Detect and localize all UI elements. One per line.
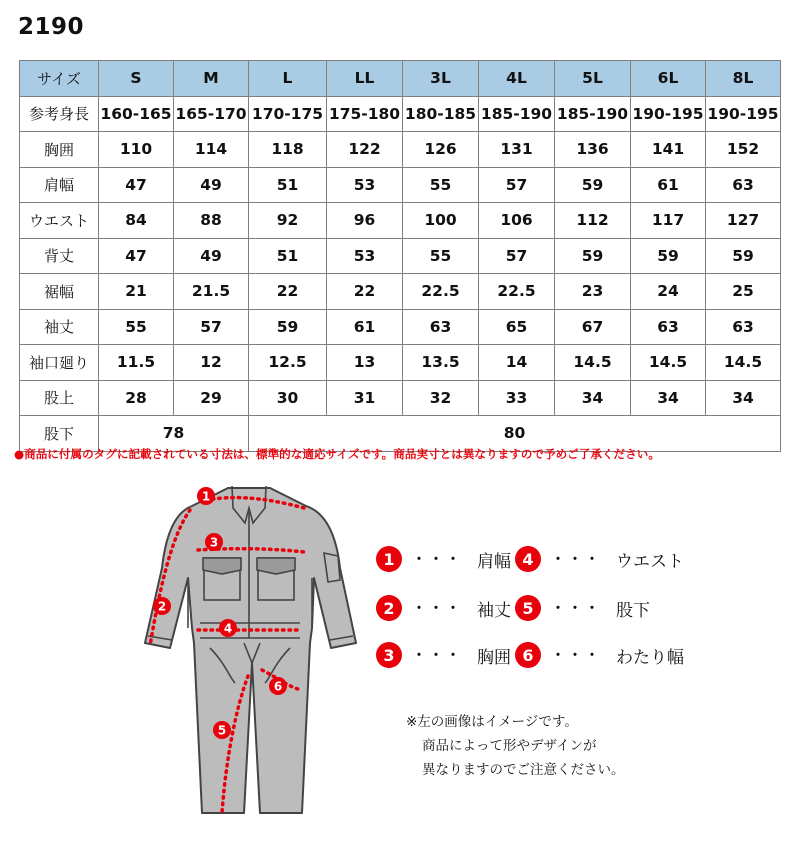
- row-label: 胸囲: [20, 132, 99, 168]
- table-cell: 141: [631, 132, 706, 168]
- table-cell: 22.5: [479, 274, 555, 310]
- inseam-large-value: 80: [249, 416, 781, 452]
- table-cell: 118: [249, 132, 327, 168]
- table-cell: 185-190: [555, 96, 631, 132]
- table-cell: 13.5: [403, 345, 479, 381]
- legend-label-5: 股下: [616, 600, 650, 621]
- row-label: 背丈: [20, 238, 99, 274]
- table-cell: 61: [631, 167, 706, 203]
- legend-item-5: [515, 595, 650, 621]
- table-cell: 57: [174, 309, 249, 345]
- table-cell: 14.5: [555, 345, 631, 381]
- row-label: 裾幅: [20, 274, 99, 310]
- table-cell: 63: [403, 309, 479, 345]
- marker-5: 5: [217, 723, 227, 738]
- size-col-4l: 4L: [479, 61, 555, 97]
- table-cell: 65: [479, 309, 555, 345]
- table-cell: 22: [327, 274, 403, 310]
- inseam-small-value: 78: [99, 416, 249, 452]
- table-cell: 23: [555, 274, 631, 310]
- table-cell: 12.5: [249, 345, 327, 381]
- table-cell: 114: [174, 132, 249, 168]
- size-col-s: S: [99, 61, 174, 97]
- table-cell: 49: [174, 167, 249, 203]
- size-col-3l: 3L: [403, 61, 479, 97]
- table-cell: 112: [555, 203, 631, 239]
- coverall-body: [145, 488, 356, 813]
- table-cell: 29: [174, 380, 249, 416]
- legend-dots-4: ・・・: [551, 552, 602, 568]
- row-label: 袖口廻り: [20, 345, 99, 381]
- legend-num-1: 1: [376, 546, 402, 572]
- table-cell: 13: [327, 345, 403, 381]
- table-row: [20, 309, 781, 345]
- table-cell: 63: [631, 309, 706, 345]
- size-header-row: [20, 61, 781, 97]
- table-cell: 53: [327, 238, 403, 274]
- table-cell: 175-180: [327, 96, 403, 132]
- table-cell: 11.5: [99, 345, 174, 381]
- table-cell: 49: [174, 238, 249, 274]
- table-cell: 33: [479, 380, 555, 416]
- table-cell: 34: [555, 380, 631, 416]
- table-cell: 100: [403, 203, 479, 239]
- remark-line-2: 商品によって形やデザインが: [422, 738, 597, 754]
- legend-dots-1: ・・・: [412, 552, 463, 568]
- table-cell: 110: [99, 132, 174, 168]
- size-table-body: [20, 61, 781, 452]
- legend-item-4: [515, 546, 684, 572]
- table-cell: 106: [479, 203, 555, 239]
- legend-item-3: [376, 642, 511, 668]
- table-row: [20, 167, 781, 203]
- table-cell: 152: [706, 132, 781, 168]
- table-cell: 32: [403, 380, 479, 416]
- size-table: [19, 60, 781, 452]
- legend-num-6: 6: [515, 642, 541, 668]
- table-cell: 34: [631, 380, 706, 416]
- coverall-diagram: [140, 478, 380, 843]
- image-remark: [406, 710, 625, 782]
- table-row: [20, 380, 781, 416]
- table-cell: 57: [479, 167, 555, 203]
- table-cell: 61: [327, 309, 403, 345]
- remark-line-1: ※左の画像はイメージです。: [406, 714, 578, 730]
- table-cell: 59: [555, 238, 631, 274]
- table-cell: 185-190: [479, 96, 555, 132]
- table-cell: 160-165: [99, 96, 174, 132]
- table-cell: 51: [249, 167, 327, 203]
- table-row: [20, 274, 781, 310]
- legend-num-2: 2: [376, 595, 402, 621]
- table-cell: 47: [99, 167, 174, 203]
- table-cell: 190-195: [631, 96, 706, 132]
- size-col-8l: 8L: [706, 61, 781, 97]
- table-cell: 122: [327, 132, 403, 168]
- table-cell: 59: [631, 238, 706, 274]
- row-label: 股下: [20, 416, 99, 452]
- table-cell: 136: [555, 132, 631, 168]
- row-label: ウエスト: [20, 203, 99, 239]
- table-cell: 47: [99, 238, 174, 274]
- legend-label-3: 胸囲: [477, 647, 511, 668]
- table-cell: 59: [249, 309, 327, 345]
- row-label: 袖丈: [20, 309, 99, 345]
- table-cell: 21.5: [174, 274, 249, 310]
- table-cell: 14: [479, 345, 555, 381]
- legend-label-2: 袖丈: [477, 600, 511, 621]
- row-label: 肩幅: [20, 167, 99, 203]
- table-cell: 88: [174, 203, 249, 239]
- table-cell: 14.5: [631, 345, 706, 381]
- table-row: [20, 203, 781, 239]
- table-row: [20, 345, 781, 381]
- table-cell: 84: [99, 203, 174, 239]
- table-cell: 55: [403, 238, 479, 274]
- table-cell: 63: [706, 167, 781, 203]
- legend-num-3: 3: [376, 642, 402, 668]
- size-col-ll: LL: [327, 61, 403, 97]
- table-row: [20, 132, 781, 168]
- table-cell: 34: [706, 380, 781, 416]
- table-cell: 55: [403, 167, 479, 203]
- table-cell: 59: [706, 238, 781, 274]
- table-cell: 51: [249, 238, 327, 274]
- table-cell: 165-170: [174, 96, 249, 132]
- legend-label-6: わたり幅: [616, 647, 684, 668]
- legend-label-1: 肩幅: [477, 551, 511, 572]
- table-cell: 22: [249, 274, 327, 310]
- table-cell: 14.5: [706, 345, 781, 381]
- size-col-5l: 5L: [555, 61, 631, 97]
- header-label: サイズ: [20, 61, 99, 97]
- marker-6: 6: [273, 679, 283, 694]
- size-col-l: L: [249, 61, 327, 97]
- size-col-m: M: [174, 61, 249, 97]
- table-cell: 24: [631, 274, 706, 310]
- table-cell: 30: [249, 380, 327, 416]
- table-cell: 57: [479, 238, 555, 274]
- table-cell: 126: [403, 132, 479, 168]
- table-cell: 25: [706, 274, 781, 310]
- marker-2: 2: [157, 599, 167, 614]
- legend-num-5: 5: [515, 595, 541, 621]
- table-cell: 31: [327, 380, 403, 416]
- table-cell: 59: [555, 167, 631, 203]
- legend-dots-2: ・・・: [412, 601, 463, 617]
- model-number: 2190: [18, 14, 85, 40]
- table-cell: 22.5: [403, 274, 479, 310]
- table-cell: 63: [706, 309, 781, 345]
- size-note: ●商品に付属のタグに記載されている寸法は、標準的な適応サイズです。商品実寸とは異なりますので予めご了承ください。: [14, 447, 660, 461]
- legend-dots-5: ・・・: [551, 601, 602, 617]
- table-cell: 55: [99, 309, 174, 345]
- legend-item-6: [515, 642, 684, 668]
- size-col-6l: 6L: [631, 61, 706, 97]
- legend-item-2: [376, 595, 511, 621]
- table-cell: 12: [174, 345, 249, 381]
- table-row: [20, 238, 781, 274]
- table-cell: 92: [249, 203, 327, 239]
- table-cell: 67: [555, 309, 631, 345]
- legend-dots-3: ・・・: [412, 648, 463, 664]
- row-label: 参考身長: [20, 96, 99, 132]
- table-cell: 180-185: [403, 96, 479, 132]
- legend-dots-6: ・・・: [551, 648, 602, 664]
- table-row: [20, 96, 781, 132]
- marker-4: 4: [223, 621, 233, 636]
- legend-item-1: [376, 546, 511, 572]
- table-cell: 21: [99, 274, 174, 310]
- table-cell: 28: [99, 380, 174, 416]
- table-cell: 53: [327, 167, 403, 203]
- table-cell: 96: [327, 203, 403, 239]
- legend-num-4: 4: [515, 546, 541, 572]
- table-cell: 117: [631, 203, 706, 239]
- legend-label-4: ウエスト: [616, 551, 684, 572]
- table-cell: 131: [479, 132, 555, 168]
- remark-line-3: 異なりますのでご注意ください。: [422, 762, 625, 778]
- marker-1: 1: [201, 489, 211, 504]
- table-cell: 170-175: [249, 96, 327, 132]
- table-cell: 190-195: [706, 96, 781, 132]
- marker-3: 3: [209, 535, 219, 550]
- table-cell: 127: [706, 203, 781, 239]
- row-label: 股上: [20, 380, 99, 416]
